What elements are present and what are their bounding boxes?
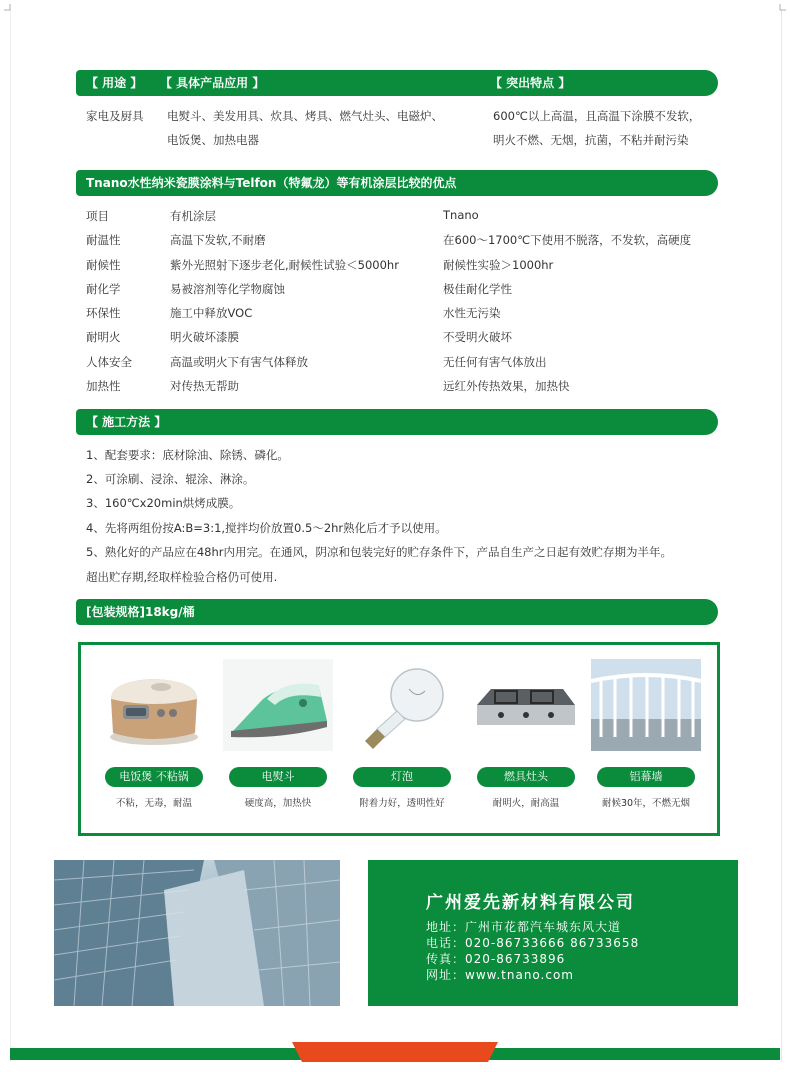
comparison-tnano-cell: 无任何有害气体放出 bbox=[443, 355, 547, 369]
construction-header-bar bbox=[76, 409, 718, 435]
comparison-row bbox=[86, 257, 726, 277]
comparison-organic-cell: 施工中释放VOC bbox=[170, 306, 253, 320]
company-info bbox=[368, 860, 738, 1006]
comparison-item-cell: 耐化学 bbox=[86, 282, 121, 296]
comparison-tnano-cell: Tnano bbox=[443, 208, 479, 222]
product-card bbox=[471, 659, 581, 829]
comparison-tnano-cell: 在600～1700℃下使用不脱落，不发软，高硬度 bbox=[443, 233, 692, 247]
packaging-header-bar bbox=[76, 599, 718, 625]
product-card bbox=[591, 659, 701, 829]
comparison-organic-cell: 明火破坏漆膜 bbox=[170, 330, 239, 344]
comparison-item-cell: 加热性 bbox=[86, 379, 121, 393]
comparison-title: Tnano水性纳米瓷膜涂料与Telfon（特氟龙）等有机涂层比较的优点 bbox=[86, 176, 457, 190]
comparison-item-cell: 耐候性 bbox=[86, 258, 121, 272]
product-label: 灯泡 bbox=[353, 767, 451, 787]
product-label: 电饭煲 不粘锅 bbox=[105, 767, 203, 787]
iron-icon bbox=[223, 659, 333, 751]
rice-cooker-icon bbox=[99, 659, 209, 751]
comparison-row bbox=[86, 208, 726, 228]
construction-title: 【 施工方法 】 bbox=[86, 415, 167, 429]
usage-header-3: 【 突出特点 】 bbox=[490, 76, 571, 90]
usage-header-bar bbox=[76, 70, 718, 96]
product-gallery bbox=[78, 642, 720, 836]
product-caption: 耐明火，耐高温 bbox=[492, 798, 560, 809]
skyscraper-image bbox=[54, 860, 340, 1006]
construction-step: 3、160℃x20min烘烤成膜。 bbox=[86, 496, 241, 510]
construction-step: 超出贮存期,经取样检验合格仍可使用. bbox=[86, 570, 278, 584]
construction-step: 4、先将两组份按A:B=3:1,搅拌均价放置0.5～2hr熟化后才予以使用。 bbox=[86, 521, 447, 535]
comparison-organic-cell: 高温或明火下有害气体释放 bbox=[170, 355, 308, 369]
crop-mark-icon bbox=[4, 4, 16, 16]
construction-step: 5、熟化好的产品应在48hr内用完。在通风，阴凉和包装完好的贮存条件下，产品自生产之日起有效贮存期为半年。 bbox=[86, 545, 672, 559]
construction-step: 2、可涂刷、浸涂、辊涂、淋涂。 bbox=[86, 472, 255, 486]
comparison-row bbox=[86, 329, 726, 349]
usage-header-1: 【 用途 】 bbox=[86, 76, 143, 90]
comparison-item-cell: 人体安全 bbox=[86, 355, 132, 369]
usage-feature-line: 600℃以上高温，且高温下涂膜不发软， bbox=[493, 109, 701, 123]
comparison-item-cell: 耐明火 bbox=[86, 330, 121, 344]
comparison-row bbox=[86, 232, 726, 252]
comparison-row bbox=[86, 281, 726, 301]
comparison-tnano-cell: 极佳耐化学性 bbox=[443, 282, 512, 296]
building-photo bbox=[54, 860, 340, 1006]
comparison-tnano-cell: 不受明火破坏 bbox=[443, 330, 512, 344]
usage-application-line: 电熨斗、美发用具、炊具、烤具、燃气灶头、电磁炉、 bbox=[167, 109, 443, 123]
comparison-organic-cell: 有机涂层 bbox=[170, 209, 216, 223]
comparison-tnano-cell: 水性无污染 bbox=[443, 306, 501, 320]
usage-category: 家电及厨具 bbox=[86, 109, 144, 123]
product-card bbox=[347, 659, 457, 829]
company-address: 地址：广州市花都汽车城东风大道 bbox=[426, 920, 622, 934]
comparison-organic-cell: 易被溶剂等化学物腐蚀 bbox=[170, 282, 285, 296]
comparison-item-cell: 环保性 bbox=[86, 306, 121, 320]
comparison-tnano-cell: 耐候性实验＞1000hr bbox=[443, 258, 554, 272]
usage-header-2: 【 具体产品应用 】 bbox=[160, 76, 265, 90]
product-caption: 耐候30年，不燃无烟 bbox=[601, 798, 691, 809]
usage-application-line: 电饭煲、加热电器 bbox=[167, 133, 259, 147]
product-caption: 硬度高，加热快 bbox=[244, 798, 312, 809]
comparison-item-cell: 耐温性 bbox=[86, 233, 121, 247]
comparison-header-bar bbox=[76, 170, 718, 196]
company-fax: 传真：020-86733896 bbox=[426, 952, 566, 966]
product-label: 铝幕墙 bbox=[597, 767, 695, 787]
company-website: 网址：www.tnano.com bbox=[426, 968, 575, 982]
comparison-row bbox=[86, 378, 726, 398]
product-card bbox=[223, 659, 333, 829]
usage-feature-line: 明火不燃、无烟，抗菌，不粘并耐污染 bbox=[493, 133, 689, 147]
light-bulb-icon bbox=[347, 659, 457, 751]
comparison-row bbox=[86, 305, 726, 325]
curtain-wall-icon bbox=[591, 659, 701, 751]
construction-step: 1、配套要求：底材除油、除锈、磷化。 bbox=[86, 448, 289, 462]
product-label: 燃具灶头 bbox=[477, 767, 575, 787]
company-phone: 电话：020-86733666 86733658 bbox=[426, 936, 640, 950]
comparison-item-cell: 项目 bbox=[86, 209, 109, 223]
comparison-organic-cell: 紫外光照射下逐步老化,耐候性试验＜5000hr bbox=[170, 258, 399, 272]
comparison-tnano-cell: 远红外传热效果，加热快 bbox=[443, 379, 570, 393]
company-name: 广州爱先新材料有限公司 bbox=[426, 893, 635, 913]
product-caption: 附着力好，透明性好 bbox=[359, 798, 445, 809]
comparison-row bbox=[86, 354, 726, 374]
footer-accent-tab bbox=[292, 1042, 498, 1062]
gas-stove-icon bbox=[471, 659, 581, 751]
product-card bbox=[99, 659, 209, 829]
packaging-title: [包装规格]18kg/桶 bbox=[86, 605, 195, 619]
comparison-organic-cell: 高温下发软,不耐磨 bbox=[170, 233, 266, 247]
comparison-organic-cell: 对传热无帮助 bbox=[170, 379, 239, 393]
crop-mark-icon bbox=[774, 4, 786, 16]
product-caption: 不粘，无毒，耐温 bbox=[115, 798, 192, 809]
product-label: 电熨斗 bbox=[229, 767, 327, 787]
